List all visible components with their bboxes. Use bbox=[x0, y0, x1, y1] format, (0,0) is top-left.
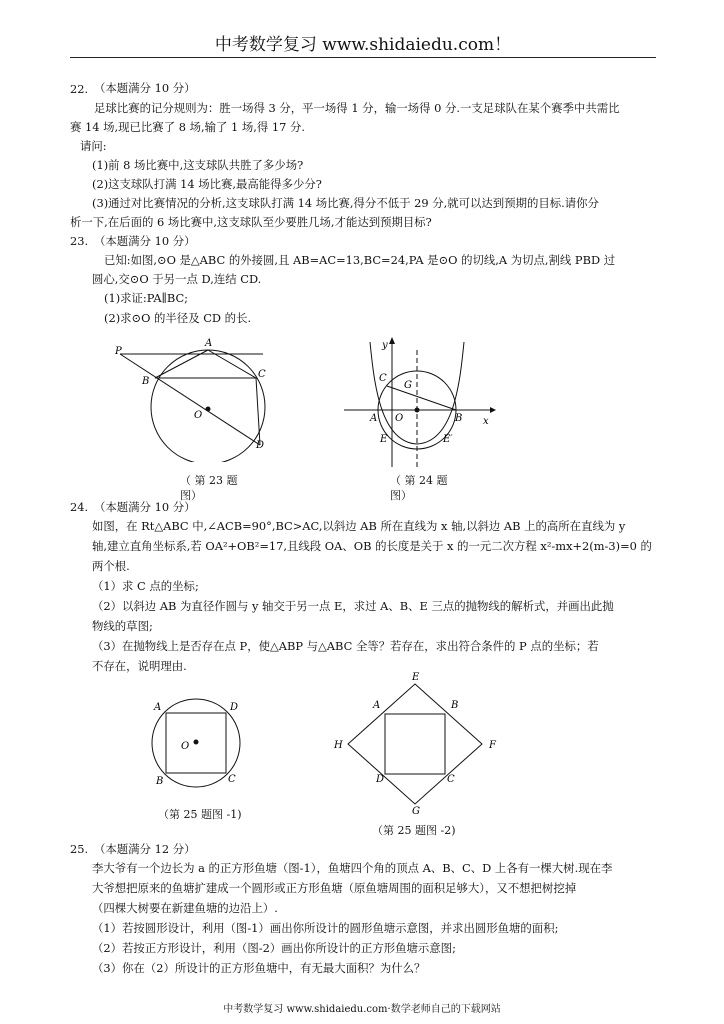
fig24-label-g: G bbox=[404, 380, 412, 391]
fig23-circle bbox=[151, 350, 265, 462]
fig24-label-e-prime: E′ bbox=[443, 434, 453, 445]
q25-line5: （2）若按正方形设计，利用（图-2）画出你所设计的正方形鱼塘示意图; bbox=[92, 941, 456, 955]
fig25a-label-o: O bbox=[181, 741, 190, 752]
fig25b-outer-square bbox=[348, 684, 482, 804]
q22-score: （本题满分 10 分） bbox=[94, 81, 196, 95]
figure-25-1 bbox=[148, 695, 258, 795]
q24-line1: 如图，在 Rt△ABC 中,∠ACB=90°,BC>AC,以斜边 AB 所在直线为 x 轴,以斜边 AB 上的高所在直线为 y bbox=[92, 519, 626, 533]
q22-line3: 请问: bbox=[80, 139, 107, 153]
q24-line2: 轴,建立直角坐标系,若 OA²+OB²=17,且线段 OA、OB 的长度是关于 x 的一元二次方程 x²-mx+2(m-3)=0 的 bbox=[92, 539, 652, 553]
fig25a-caption: （第 25 题图 -1) bbox=[158, 808, 242, 821]
fig23-label-o: O bbox=[194, 410, 203, 421]
q25-line4: （1）若按圆形设计，利用（图-1）画出你所设计的圆形鱼塘示意图，并求出圆形鱼塘的面积; bbox=[92, 921, 559, 935]
figure-25-2 bbox=[330, 670, 505, 815]
fig23-center-dot bbox=[206, 407, 211, 412]
q22-line7: 析一下,在后面的 6 场比赛中,这支球队至少要胜几场,才能达到预期目标? bbox=[70, 215, 432, 229]
fig23-caption: （ 第 23 题 bbox=[180, 474, 238, 487]
q24-line5: （2）以斜边 AB 为直径作圆与 y 轴交于另一点 E，求过 A、B、E 三点的抛物线的解析式，并画出此抛 bbox=[92, 599, 614, 613]
fig25b-label-a: A bbox=[373, 700, 381, 711]
fig25a-label-d: D bbox=[230, 702, 239, 713]
q23-line4: (2)求⊙O 的半径及 CD 的长. bbox=[104, 311, 252, 325]
fig25b-label-b: B bbox=[451, 700, 459, 711]
fig23-label-d: D bbox=[256, 440, 265, 451]
fig25a-center-dot bbox=[194, 740, 199, 745]
fig24-label-b: B bbox=[455, 413, 463, 424]
fig23-label-p: P bbox=[115, 346, 122, 357]
q22-line1: 足球比赛的记分规则为：胜一场得 3 分，平一场得 1 分，输一场得 0 分.一支足球队在某个赛季中共需比 bbox=[94, 101, 620, 115]
q22-number: 22. bbox=[70, 82, 89, 96]
q22-line2: 赛 14 场,现已比赛了 8 场,输了 1 场,得 17 分. bbox=[70, 120, 306, 134]
q25-line6: （3）你在（2）所设计的正方形鱼塘中，有无最大面积？为什么？ bbox=[92, 961, 426, 975]
page-header: 中考数学复习 www.shidaiedu.com！ bbox=[214, 35, 512, 55]
q22-line6: (3)通过对比赛情况的分析,这支球队打满 14 场比赛,得分不低于 29 分,就可以达到预期的目标.请你分 bbox=[92, 196, 599, 210]
q25-line1: 李大爷有一个边长为 a 的正方形鱼塘（图-1），鱼塘四个角的顶点 A、B、C、D 上各有一棵大树.现在李 bbox=[92, 861, 613, 875]
q24-line7: （3）在抛物线上是否存在点 P，使△ABP 与△ABC 全等？若存在，求出符合条件的 P 点的坐标；若 bbox=[92, 639, 599, 653]
fig24-label-x: x bbox=[483, 416, 489, 427]
fig25b-inner-square bbox=[385, 714, 445, 774]
q23-line1: 已知:如图,⊙O 是△ABC 的外接圆,且 AB=AC=13,BC=24,PA 是⊙O 的切线,A 为切点,割线 PBD 过 bbox=[104, 253, 616, 267]
fig25a-label-b: B bbox=[156, 776, 164, 787]
header-rule bbox=[70, 57, 656, 58]
fig24-label-o: O bbox=[395, 413, 404, 424]
q22-line5: (2)这支球队打满 14 场比赛,最高能得多少分? bbox=[92, 177, 322, 191]
fig23-label-a: A bbox=[205, 338, 213, 349]
fig25b-label-g: G bbox=[412, 806, 420, 815]
fig24-caption-end: 图） bbox=[390, 489, 412, 502]
fig25b-label-e: E bbox=[412, 672, 420, 683]
fig23-caption-end: 图） bbox=[180, 489, 202, 502]
q23-line3: (1)求证:PA∥BC; bbox=[104, 291, 188, 305]
fig23-label-c: C bbox=[258, 369, 266, 380]
fig24-label-c: C bbox=[379, 373, 387, 384]
fig25b-caption: （第 25 题图 -2) bbox=[372, 824, 456, 837]
fig24-label-e: E bbox=[380, 434, 388, 445]
q23-line2: 圆心,交⊙O 于另一点 D,连结 CD. bbox=[92, 272, 262, 286]
q23-number: 23. bbox=[70, 234, 89, 248]
q25-number: 25. bbox=[70, 842, 89, 856]
q25-line3: （四棵大树要在新建鱼塘的边沿上）. bbox=[92, 901, 278, 915]
q24-line8: 不存在，说明理由. bbox=[92, 659, 187, 673]
q23-score: （本题满分 10 分） bbox=[94, 234, 196, 248]
fig24-label-a: A bbox=[370, 413, 378, 424]
figure-23 bbox=[108, 332, 278, 462]
figure-24 bbox=[340, 332, 500, 472]
fig25b-label-f: F bbox=[489, 740, 496, 751]
fig24-chord-cb bbox=[387, 386, 456, 410]
q24-number: 24. bbox=[70, 500, 89, 514]
q25-line2: 大爷想把原来的鱼塘扩建成一个圆形或正方形鱼塘（原鱼塘周围的面积足够大），又不想把树挖掉 bbox=[92, 881, 577, 895]
q22-line4: (1)前 8 场比赛中,这支球队共胜了多少场? bbox=[92, 158, 304, 172]
fig24-center-dot bbox=[415, 408, 420, 413]
q24-score: （本题满分 10 分） bbox=[94, 500, 196, 514]
fig25b-label-d: D bbox=[376, 774, 385, 785]
q24-line6: 物线的草图; bbox=[92, 619, 153, 633]
page-footer: 中考数学复习 www.shidaiedu.com·数学老师自己的下载网站 bbox=[223, 1004, 501, 1015]
q24-line3: 两个根. bbox=[92, 559, 130, 573]
fig23-label-b: B bbox=[142, 376, 150, 387]
fig24-x-arrow bbox=[490, 407, 496, 413]
fig25b-label-h: H bbox=[334, 740, 343, 751]
fig25b-label-c: C bbox=[447, 774, 455, 785]
fig24-y-arrow bbox=[389, 337, 395, 344]
fig25a-label-a: A bbox=[154, 702, 162, 713]
q24-line4: （1）求 C 点的坐标; bbox=[92, 579, 199, 593]
fig24-label-y: y bbox=[382, 340, 388, 351]
fig24-caption: （ 第 24 题 bbox=[390, 474, 448, 487]
q25-score: （本题满分 12 分） bbox=[94, 842, 196, 856]
fig25a-label-c: C bbox=[228, 774, 236, 785]
